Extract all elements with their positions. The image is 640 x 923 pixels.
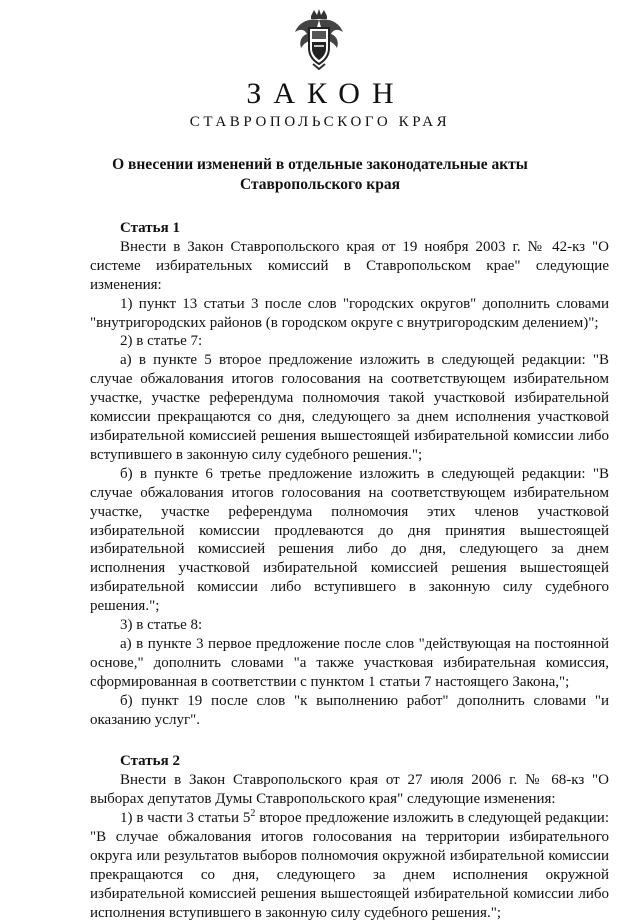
heading-line-1: О внесении изменений в отдельные законодательные акты xyxy=(112,156,528,173)
article-2-item-1-start: 1) в части 3 статьи 5 xyxy=(120,810,251,827)
article-1-item-3b: б) пункт 19 после слов "к выполнению работ" дополнить словами "и оказанию услуг". xyxy=(90,692,609,728)
article-2-item-1 xyxy=(90,809,609,922)
heading-line-2: Ставропольского края xyxy=(240,176,400,193)
article-2-intro: Внести в Закон Ставропольского края от 27 июля 2006 г. № 68-кз "О выборах депутатов Думы Ставропольского края" следующие изменения: xyxy=(90,772,609,808)
article-2-item-1-rest: второе предложение изложить в следующей редакции: "В случае обжалования итогов голосования на территории избирательного округа или результатов выборов полномочия окружной избирательной комиссии прекращаются со дня, следующего за днем исполнения окружной избирательной комиссией решения вышестоящей избирательной комиссии либо исполнения вступившего в законную силу судебного решения."; xyxy=(90,810,609,921)
article-1-item-1: 1) пункт 13 статьи 3 после слов "городских округов" дополнить словами "внутригородских районов (в городском округе с внутригородским делением)"; xyxy=(90,295,609,331)
coat-of-arms-emblem xyxy=(291,8,347,70)
document-heading xyxy=(0,155,640,195)
article-1-item-2b: б) в пункте 6 третье предложение изложить в следующей редакции: "В случае обжалования итогов голосования на соответствующем избирательном участке, участке референдума полномочия этих членов участковой избирательной комиссии продлеваются до дня принятия вышестоящей избирательной комиссией решения либо до дня, следующего за днем исполнения участковой избирательной комиссией решения вышестоящей избирательной комиссии либо вступившего в законную силу судебного решения."; xyxy=(90,465,609,615)
document-body xyxy=(90,219,609,923)
article-1-item-2: 2) в статье 7: xyxy=(120,333,203,350)
document-title: ЗАКОН xyxy=(246,77,406,110)
document-subtitle: СТАВРОПОЛЬСКОГО КРАЯ xyxy=(189,114,451,130)
article-1-intro: Внести в Закон Ставропольского края от 19 ноября 2003 г. № 42-кз "О системе избирательных комиссий в Ставропольском крае" следующие изменения: xyxy=(90,238,609,293)
article-1-item-3: 3) в статье 8: xyxy=(120,617,203,634)
article-2-item-1-superscript: 2 xyxy=(250,808,256,820)
article-gap xyxy=(90,729,609,752)
article-1-item-3a: а) в пункте 3 первое предложение после слов "действующая на постоянной основе," дополнить словами "а также участковая избирательная комиссия, сформированная в соответствии с пунктом 1 статьи 7 настоящего Закона,"; xyxy=(90,635,609,690)
article-2-title: Статья 2 xyxy=(120,753,180,770)
article-1-item-2a: а) в пункте 5 второе предложение изложить в следующей редакции: "В случае обжалования итогов голосования на соответствующем избирательном участке, участке референдума полномочия такой участковой избирательной комиссии прекращаются со дня, следующего за днем исполнения участковой избирательной комиссией решения вышестоящей избирательной комиссии либо вступившего в законную силу судебного решения."; xyxy=(90,352,609,463)
article-1-title: Статья 1 xyxy=(120,220,180,236)
